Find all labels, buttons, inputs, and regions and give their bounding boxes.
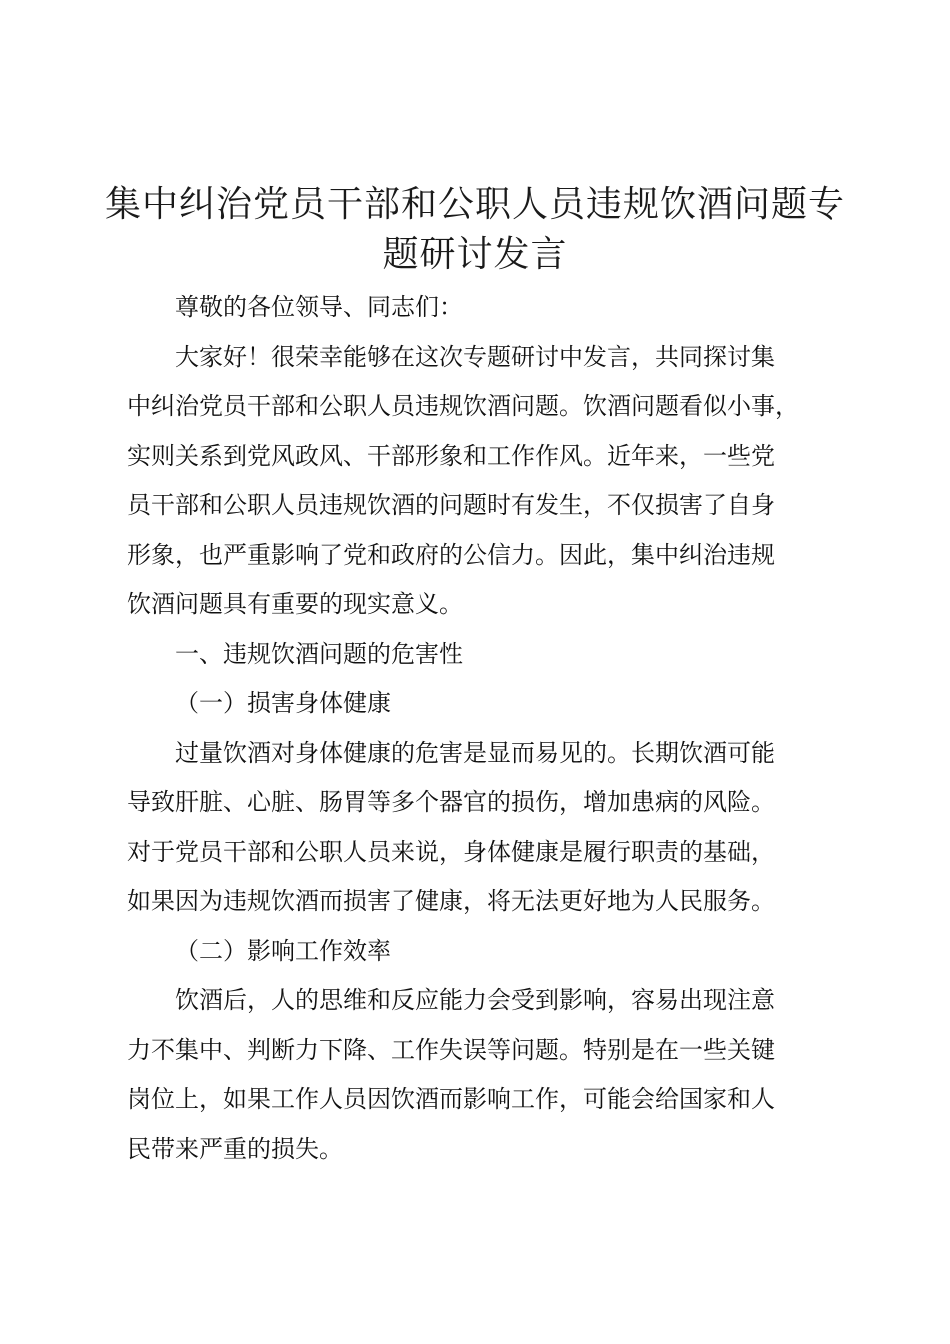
paragraph-line: 中纠治党员干部和公职人员违规饮酒问题。饮酒问题看似小事，	[127, 392, 799, 420]
paragraph-line: 对于党员干部和公职人员来说，身体健康是履行职责的基础，	[127, 837, 775, 866]
paragraph-line: 导致肝脏、心脏、肠胃等多个器官的损伤，增加患病的风险。	[127, 788, 775, 816]
document-title	[90, 180, 860, 280]
paragraph-line: 过量饮酒对身体健康的危害是显而易见的。长期饮酒可能	[175, 738, 775, 767]
paragraph-line: 饮酒问题具有重要的现实意义。	[127, 590, 463, 618]
paragraph-efficiency	[127, 976, 839, 1174]
paragraph-line: 力不集中、判断力下降、工作失误等问题。特别是在一些关键	[127, 1035, 775, 1064]
paragraph-line: 饮酒后，人的思维和反应能力会受到影响，容易出现注意	[175, 986, 775, 1014]
subsection-heading: （二）影响工作效率	[175, 936, 391, 965]
paragraph-line: 民带来严重的损失。	[127, 1134, 343, 1163]
paragraph-line: 员干部和公职人员违规饮酒的问题时有发生，不仅损害了自身	[127, 491, 775, 519]
paragraph-line: 实则关系到党风政风、干部形象和工作作风。近年来，一些党	[127, 441, 775, 470]
salutation: 尊敬的各位领导、同志们：	[175, 293, 463, 321]
paragraph-intro	[127, 333, 839, 630]
title-line: 题研讨发言	[382, 234, 568, 275]
subsection-heading: （一）损害身体健康	[175, 689, 391, 717]
section-heading: 一、违规饮酒问题的危害性	[175, 639, 463, 668]
paragraph-health	[127, 729, 839, 927]
title-line: 集中纠治党员干部和公职人员违规饮酒问题专	[104, 184, 845, 225]
paragraph-line: 岗位上，如果工作人员因饮酒而影响工作，可能会给国家和人	[127, 1085, 775, 1113]
document-body	[127, 283, 839, 1174]
paragraph-line: 如果因为违规饮酒而损害了健康，将无法更好地为人民服务。	[127, 887, 775, 915]
paragraph-line: 形象，也严重影响了党和政府的公信力。因此，集中纠治违规	[127, 540, 775, 569]
paragraph-line: 大家好！很荣幸能够在这次专题研讨中发言，共同探讨集	[175, 342, 775, 371]
